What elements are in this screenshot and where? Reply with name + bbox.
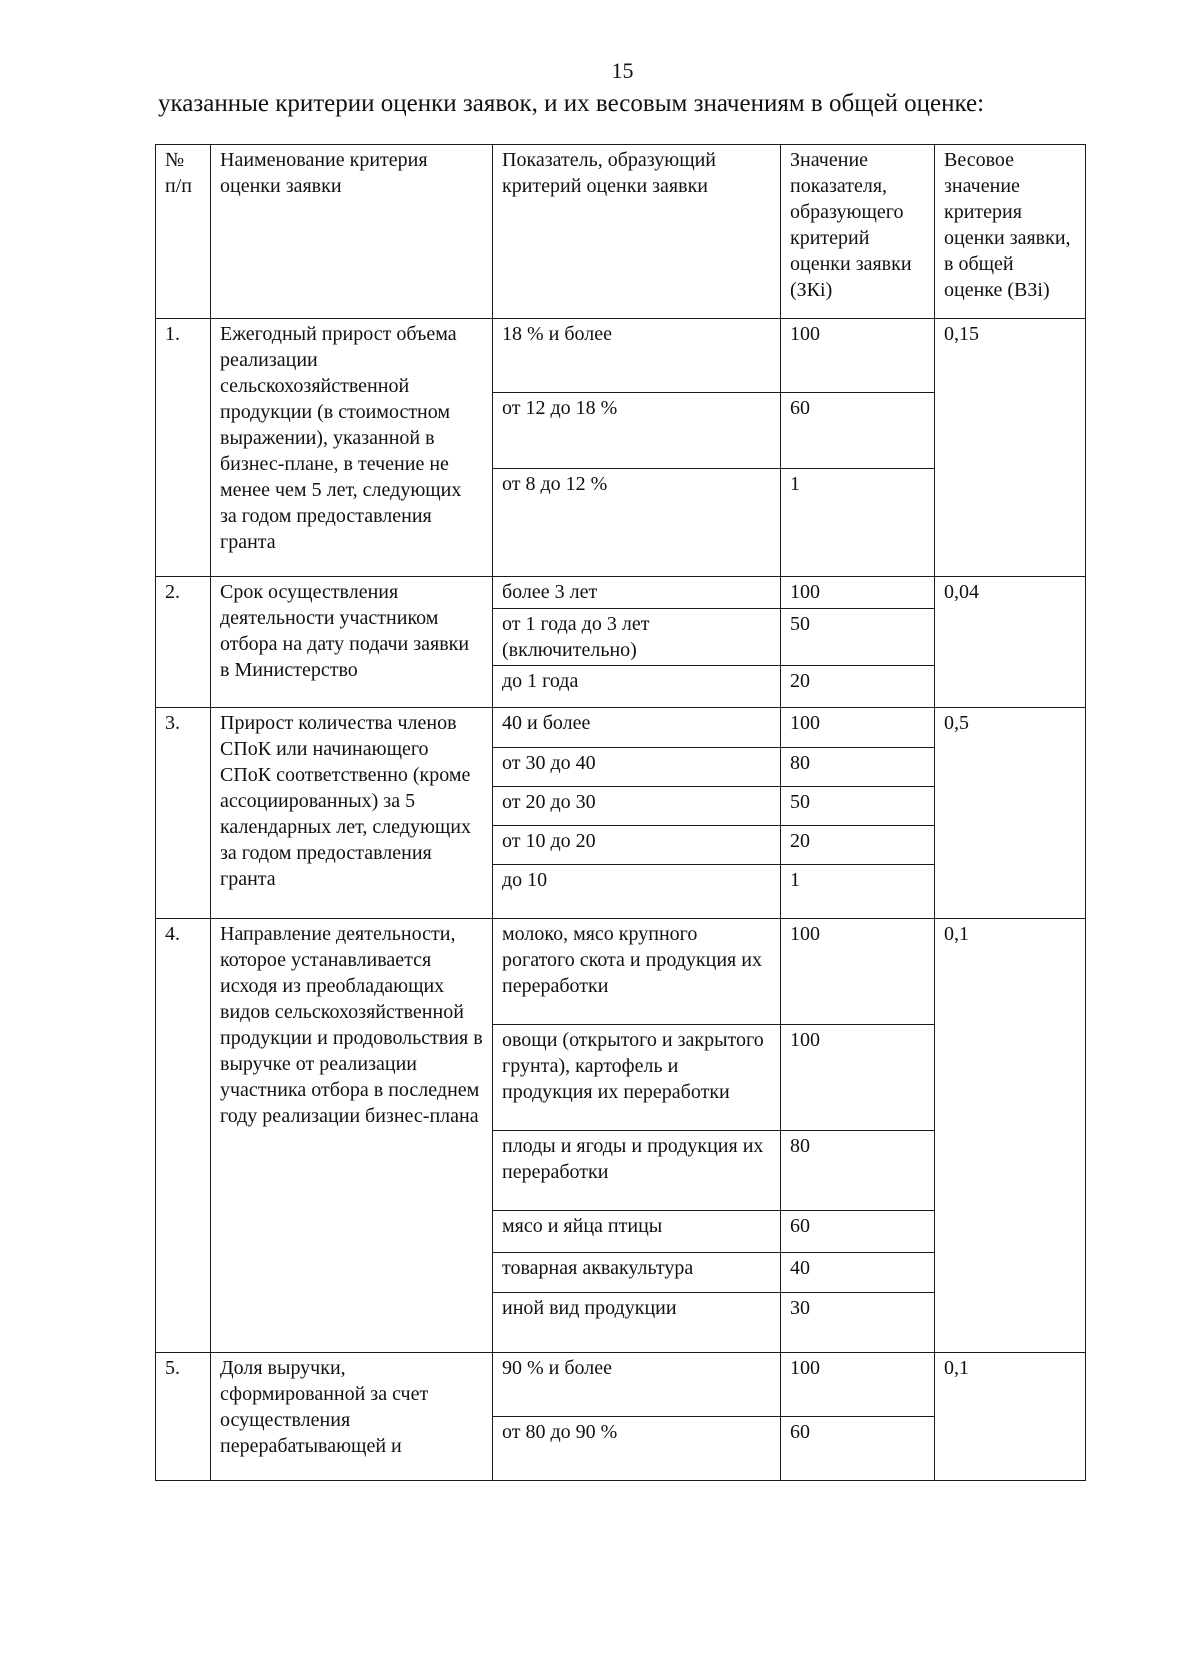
indicator-value: 60: [781, 1417, 935, 1481]
criteria-table: [155, 144, 1086, 1481]
criterion-name: Ежегодный прирост объема реализации сельскохозяйственной продукции (в стоимостном выражении), указанной в бизнес-плане, в течение не менее чем 5 лет, следующих за годом предоставления гранта: [211, 319, 493, 577]
indicator-value: 100: [781, 577, 935, 609]
criterion-name: Прирост количества членов СПоК или начинающего СПоК соответственно (кроме ассоциированных) за 5 календарных лет, следующих за годом предоставления гранта: [211, 708, 493, 919]
indicator-value: 30: [781, 1293, 935, 1353]
row-num: 2.: [156, 577, 211, 708]
criterion-weight: 0,04: [935, 577, 1086, 708]
indicator-value: 20: [781, 826, 935, 865]
table-row: [156, 1353, 1086, 1417]
indicator-cell: 18 % и более: [493, 319, 781, 393]
header-value: Значение показателя, образующего критерий оценки заявки (ЗКi): [781, 145, 935, 319]
indicator-value: 100: [781, 319, 935, 393]
table-header-row: [156, 145, 1086, 319]
indicator-cell: товарная аквакультура: [493, 1253, 781, 1293]
row-num: 4.: [156, 919, 211, 1353]
criterion-weight: 0,1: [935, 919, 1086, 1353]
row-num: 3.: [156, 708, 211, 919]
indicator-value: 50: [781, 787, 935, 826]
indicator-value: 20: [781, 666, 935, 708]
indicator-cell: мясо и яйца птицы: [493, 1211, 781, 1253]
indicator-value: 100: [781, 919, 935, 1025]
indicator-cell: от 20 до 30: [493, 787, 781, 826]
indicator-cell: от 1 года до 3 лет (включительно): [493, 609, 781, 666]
criterion-name: Направление деятельности, которое устанавливается исходя из преобладающих видов сельскохозяйственной продукции и продовольствия в выручке от реализации участника отбора в последнем году реализации бизнес-плана: [211, 919, 493, 1353]
indicator-value: 1: [781, 469, 935, 577]
indicator-value: 100: [781, 1353, 935, 1417]
intro-text: указанные критерии оценки заявок, и их весовым значениям в общей оценке:: [158, 90, 985, 117]
indicator-value: 50: [781, 609, 935, 666]
indicator-cell: от 80 до 90 %: [493, 1417, 781, 1481]
indicator-cell: 40 и более: [493, 708, 781, 748]
indicator-cell: 90 % и более: [493, 1353, 781, 1417]
table-row: [156, 919, 1086, 1025]
table-row: [156, 708, 1086, 748]
indicator-cell: плоды и ягоды и продукция их переработки: [493, 1131, 781, 1211]
header-name: Наименование критерия оценки заявки: [211, 145, 493, 319]
criterion-name: Доля выручки, сформированной за счет осуществления перерабатывающей и: [211, 1353, 493, 1481]
indicator-value: 40: [781, 1253, 935, 1293]
page-number: 15: [611, 58, 634, 83]
indicator-value: 60: [781, 1211, 935, 1253]
indicator-value: 80: [781, 748, 935, 787]
indicator-cell: от 30 до 40: [493, 748, 781, 787]
indicator-value: 100: [781, 1025, 935, 1131]
row-num: 5.: [156, 1353, 211, 1481]
indicator-cell: молоко, мясо крупного рогатого скота и продукция их переработки: [493, 919, 781, 1025]
indicator-cell: от 10 до 20: [493, 826, 781, 865]
criterion-weight: 0,5: [935, 708, 1086, 919]
header-indicator: Показатель, образующий критерий оценки заявки: [493, 145, 781, 319]
indicator-cell: до 10: [493, 865, 781, 919]
indicator-value: 80: [781, 1131, 935, 1211]
indicator-cell: от 12 до 18 %: [493, 393, 781, 469]
indicator-cell: иной вид продукции: [493, 1293, 781, 1353]
indicator-value: 1: [781, 865, 935, 919]
indicator-value: 100: [781, 708, 935, 748]
header-num: № п/п: [156, 145, 211, 319]
header-weight: Весовое значение критерия оценки заявки, в общей оценке (ВЗi): [935, 145, 1086, 319]
criterion-name: Срок осуществления деятельности участником отбора на дату подачи заявки в Министерство: [211, 577, 493, 708]
indicator-cell: от 8 до 12 %: [493, 469, 781, 577]
indicator-cell: до 1 года: [493, 666, 781, 708]
table-row: [156, 319, 1086, 393]
row-num: 1.: [156, 319, 211, 577]
criterion-weight: 0,1: [935, 1353, 1086, 1481]
indicator-value: 60: [781, 393, 935, 469]
indicator-cell: более 3 лет: [493, 577, 781, 609]
table-row: [156, 577, 1086, 609]
indicator-cell: овощи (открытого и закрытого грунта), картофель и продукция их переработки: [493, 1025, 781, 1131]
criterion-weight: 0,15: [935, 319, 1086, 577]
